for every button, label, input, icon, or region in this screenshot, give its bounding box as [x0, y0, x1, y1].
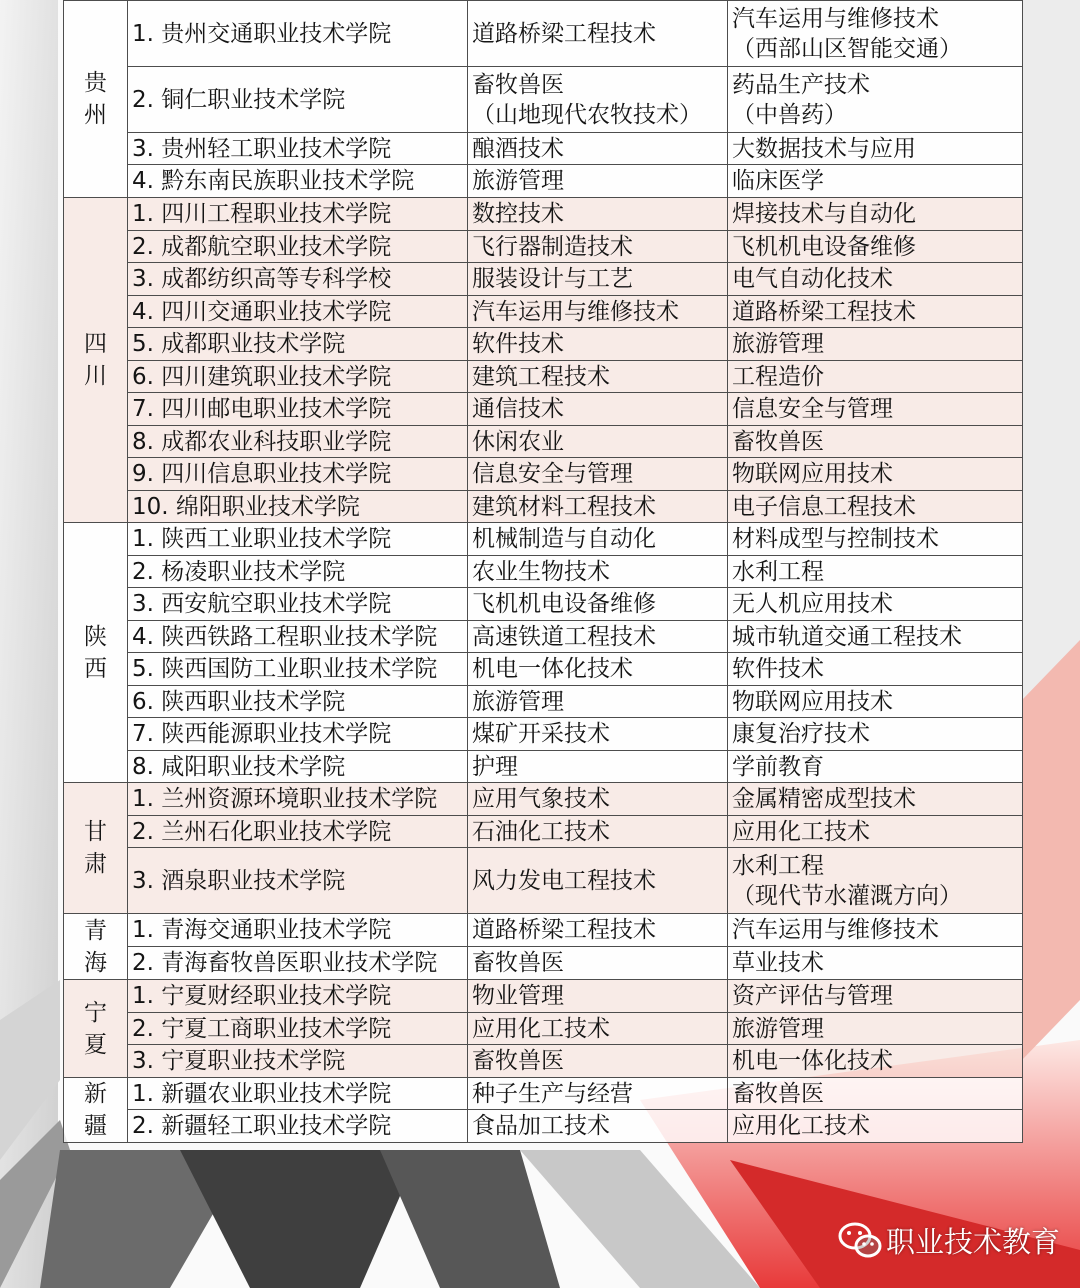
province-char: 宁 — [84, 999, 107, 1026]
major-2-cell — [728, 848, 1023, 914]
major-2-cell: 无人机应用技术 — [728, 588, 1023, 621]
table-row — [64, 491, 1023, 523]
table-row — [64, 718, 1023, 751]
school-cell: 4. 四川交通职业技术学院 — [128, 296, 468, 328]
major-1-cell: 高速铁道工程技术 — [468, 621, 728, 653]
major-1-cell: 物业管理 — [468, 980, 728, 1013]
table-row — [64, 621, 1023, 653]
school-cell: 1. 四川工程职业技术学院 — [128, 198, 468, 231]
major-1-cell: 应用化工技术 — [468, 1013, 728, 1045]
major-1-cell: 旅游管理 — [468, 686, 728, 718]
major-1-cell: 食品加工技术 — [468, 1110, 728, 1143]
major-1-cell: 汽车运用与维修技术 — [468, 296, 728, 328]
school-cell: 2. 兰州石化职业技术学院 — [128, 816, 468, 848]
major-1-cell: 建筑材料工程技术 — [468, 491, 728, 523]
province-label — [64, 997, 127, 1061]
cell-line: （现代节水灌溉方向） — [732, 882, 962, 909]
table-row — [64, 783, 1023, 816]
major-1-cell: 服装设计与工艺 — [468, 263, 728, 296]
school-cell: 5. 成都职业技术学院 — [128, 328, 468, 361]
school-cell: 4. 陕西铁路工程职业技术学院 — [128, 621, 468, 653]
school-cell: 4. 黔东南民族职业技术学院 — [128, 165, 468, 198]
school-cell: 6. 四川建筑职业技术学院 — [128, 361, 468, 393]
province-char: 贵 — [84, 70, 107, 96]
province-char: 陕 — [84, 623, 107, 650]
province-label — [64, 67, 127, 131]
major-1-cell: 风力发电工程技术 — [468, 848, 728, 914]
school-cell: 3. 贵州轻工职业技术学院 — [128, 133, 468, 165]
province-char: 西 — [84, 655, 107, 682]
province-char: 海 — [84, 949, 107, 976]
province-char: 肃 — [84, 851, 107, 877]
table-row — [64, 67, 1023, 133]
table-row — [64, 296, 1023, 328]
major-1-cell: 机械制造与自动化 — [468, 523, 728, 556]
table-row — [64, 686, 1023, 718]
major-2-cell: 资产评估与管理 — [728, 980, 1023, 1013]
school-cell: 2. 新疆轻工职业技术学院 — [128, 1110, 468, 1143]
major-2-cell: 旅游管理 — [728, 1013, 1023, 1045]
province-label — [64, 816, 127, 880]
school-cell: 2. 杨凌职业技术学院 — [128, 556, 468, 588]
province-char: 青 — [84, 917, 107, 944]
watermark — [836, 1216, 1060, 1264]
school-cell: 6. 陕西职业技术学院 — [128, 686, 468, 718]
cell-line: 汽车运用与维修技术 — [732, 5, 939, 32]
major-1-cell: 休闲农业 — [468, 426, 728, 458]
province-char: 甘 — [84, 819, 107, 845]
major-2-cell: 物联网应用技术 — [728, 458, 1023, 491]
major-1-cell: 软件技术 — [468, 328, 728, 361]
major-2-cell: 材料成型与控制技术 — [728, 523, 1023, 556]
major-2-cell: 电子信息工程技术 — [728, 491, 1023, 523]
province-cell — [64, 980, 128, 1078]
major-2-cell: 飞机机电设备维修 — [728, 231, 1023, 263]
major-1-cell: 畜牧兽医 — [468, 947, 728, 980]
table-row — [64, 980, 1023, 1013]
major-2-cell: 软件技术 — [728, 653, 1023, 686]
major-1-cell: 数控技术 — [468, 198, 728, 231]
major-2-cell: 畜牧兽医 — [728, 1078, 1023, 1110]
major-2-cell: 信息安全与管理 — [728, 393, 1023, 426]
cell-line: （山地现代农牧技术） — [472, 101, 702, 128]
major-1-cell: 应用气象技术 — [468, 783, 728, 816]
major-1-cell: 飞机机电设备维修 — [468, 588, 728, 621]
province-char: 四 — [84, 331, 107, 357]
school-cell: 1. 兰州资源环境职业技术学院 — [128, 783, 468, 816]
major-2-cell: 汽车运用与维修技术 — [728, 914, 1023, 947]
cell-line: 药品生产技术 — [732, 71, 870, 98]
table-row — [64, 1110, 1023, 1143]
major-1-cell: 机电一体化技术 — [468, 653, 728, 686]
school-cell: 8. 成都农业科技职业学院 — [128, 426, 468, 458]
table-row — [64, 263, 1023, 296]
school-cell: 1. 陕西工业职业技术学院 — [128, 523, 468, 556]
major-2-cell: 草业技术 — [728, 947, 1023, 980]
major-1-cell: 农业生物技术 — [468, 556, 728, 588]
school-cell: 2. 铜仁职业技术学院 — [128, 67, 468, 133]
major-2-cell: 金属精密成型技术 — [728, 783, 1023, 816]
major-1-cell: 旅游管理 — [468, 165, 728, 198]
major-2-cell: 临床医学 — [728, 165, 1023, 198]
table-row — [64, 133, 1023, 165]
province-cell — [64, 783, 128, 914]
province-cell — [64, 198, 128, 523]
cell-line: 水利工程 — [732, 852, 824, 879]
major-2-cell: 焊接技术与自动化 — [728, 198, 1023, 231]
table-row — [64, 523, 1023, 556]
province-char: 夏 — [84, 1031, 107, 1058]
province-cell — [64, 523, 128, 783]
major-1-cell: 信息安全与管理 — [468, 458, 728, 491]
table-row — [64, 198, 1023, 231]
table-row — [64, 751, 1023, 783]
province-char: 州 — [84, 102, 107, 128]
school-cell: 10. 绵阳职业技术学院 — [128, 491, 468, 523]
wechat-icon — [836, 1220, 884, 1260]
major-2-cell: 康复治疗技术 — [728, 718, 1023, 751]
table-row — [64, 426, 1023, 458]
major-1-cell: 道路桥梁工程技术 — [468, 1, 728, 67]
major-2-cell: 旅游管理 — [728, 328, 1023, 361]
table-row — [64, 947, 1023, 980]
major-1-cell: 石油化工技术 — [468, 816, 728, 848]
school-cell: 3. 酒泉职业技术学院 — [128, 848, 468, 914]
table-row — [64, 588, 1023, 621]
table-body — [64, 1, 1023, 1143]
table-row — [64, 653, 1023, 686]
college-major-table — [63, 0, 1023, 1143]
school-cell: 1. 宁夏财经职业技术学院 — [128, 980, 468, 1013]
school-cell: 7. 陕西能源职业技术学院 — [128, 718, 468, 751]
major-2-cell: 应用化工技术 — [728, 816, 1023, 848]
major-2-cell: 学前教育 — [728, 751, 1023, 783]
major-2-cell: 道路桥梁工程技术 — [728, 296, 1023, 328]
major-2-cell: 城市轨道交通工程技术 — [728, 621, 1023, 653]
major-1-cell: 通信技术 — [468, 393, 728, 426]
major-1-cell: 飞行器制造技术 — [468, 231, 728, 263]
school-cell: 2. 宁夏工商职业技术学院 — [128, 1013, 468, 1045]
watermark-text: 职业技术教育 — [886, 1224, 1061, 1259]
province-cell — [64, 1, 128, 198]
school-cell: 7. 四川邮电职业技术学院 — [128, 393, 468, 426]
table-row — [64, 1013, 1023, 1045]
school-cell: 1. 青海交通职业技术学院 — [128, 914, 468, 947]
school-cell: 2. 青海畜牧兽医职业技术学院 — [128, 947, 468, 980]
table-row — [64, 393, 1023, 426]
cell-line: （中兽药） — [732, 101, 847, 128]
table-row — [64, 816, 1023, 848]
cell-line: （西部山区智能交通） — [732, 35, 962, 62]
school-cell: 5. 陕西国防工业职业技术学院 — [128, 653, 468, 686]
table-row — [64, 848, 1023, 914]
province-label — [64, 915, 127, 979]
school-cell: 3. 西安航空职业技术学院 — [128, 588, 468, 621]
table-row — [64, 556, 1023, 588]
table-row — [64, 165, 1023, 198]
major-1-cell: 种子生产与经营 — [468, 1078, 728, 1110]
school-cell: 2. 成都航空职业技术学院 — [128, 231, 468, 263]
province-label — [64, 1078, 127, 1142]
major-2-cell — [728, 67, 1023, 133]
table-row — [64, 1078, 1023, 1110]
major-2-cell: 机电一体化技术 — [728, 1045, 1023, 1078]
major-2-cell: 物联网应用技术 — [728, 686, 1023, 718]
major-2-cell: 水利工程 — [728, 556, 1023, 588]
major-1-cell: 建筑工程技术 — [468, 361, 728, 393]
major-2-cell: 应用化工技术 — [728, 1110, 1023, 1143]
school-cell: 1. 新疆农业职业技术学院 — [128, 1078, 468, 1110]
school-cell: 3. 成都纺织高等专科学校 — [128, 263, 468, 296]
province-char: 新 — [84, 1081, 107, 1107]
major-1-cell: 护理 — [468, 751, 728, 783]
school-cell: 3. 宁夏职业技术学院 — [128, 1045, 468, 1078]
major-1-cell: 酿酒技术 — [468, 133, 728, 165]
major-1-cell: 道路桥梁工程技术 — [468, 914, 728, 947]
table-row — [64, 328, 1023, 361]
province-char: 疆 — [84, 1113, 107, 1139]
school-cell: 9. 四川信息职业技术学院 — [128, 458, 468, 491]
province-cell — [64, 1078, 128, 1143]
major-1-cell: 畜牧兽医 — [468, 1045, 728, 1078]
province-char: 川 — [84, 363, 107, 389]
major-2-cell: 工程造价 — [728, 361, 1023, 393]
table-row — [64, 1045, 1023, 1078]
province-label — [64, 328, 127, 392]
major-1-cell: 煤矿开采技术 — [468, 718, 728, 751]
province-cell — [64, 914, 128, 980]
school-cell: 1. 贵州交通职业技术学院 — [128, 1, 468, 67]
school-cell: 8. 咸阳职业技术学院 — [128, 751, 468, 783]
cell-line: 畜牧兽医 — [472, 71, 564, 98]
province-label — [64, 621, 127, 685]
table-row — [64, 361, 1023, 393]
major-2-cell: 电气自动化技术 — [728, 263, 1023, 296]
table-row — [64, 1, 1023, 67]
table-row — [64, 914, 1023, 947]
major-2-cell: 畜牧兽医 — [728, 426, 1023, 458]
major-2-cell: 大数据技术与应用 — [728, 133, 1023, 165]
table-row — [64, 231, 1023, 263]
major-2-cell — [728, 1, 1023, 67]
table-row — [64, 458, 1023, 491]
major-1-cell — [468, 67, 728, 133]
